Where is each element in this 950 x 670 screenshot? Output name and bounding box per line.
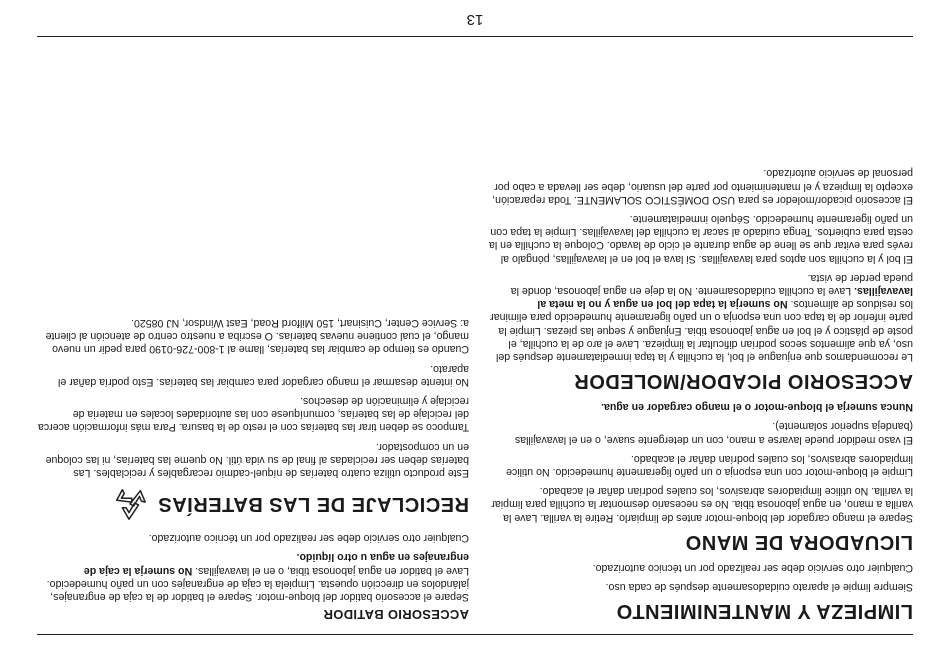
page-number: 13 [466, 11, 484, 28]
recycling-paragraph-4: Cuando es tiempo de cambiar las baterías, llame al 1-800-726-0190 para pedir un nuevo mango, el cual contiene nuevas baterías. O escriba a nuestro centro de atención al cliente a: Service Center, Cuisinart, 150 Milford Road, East Windsor, NJ 08520. [45, 316, 469, 356]
chopper-title: ACCESORIO PICADOR/MOLEDOR [573, 369, 913, 392]
right-column [37, 310, 469, 622]
whisk-service-note: Cualquier otro servicio debe ser realizado por un técnico autorizado. [148, 532, 469, 545]
chopper-paragraph-3: El accesorio picador/moledor es para USO DOMÉSTICO SOLAMENTE. Toda reparación, excepto la limpieza y el mantenimiento por parte del usuario, debe ser llevada a cabo por personal de servicio autorizado. [492, 167, 913, 206]
chopper-paragraph-1: Le recomendamos que enjuague el bol, la cuchilla y la tapa inmediatamente después del uso, ya que alimentos secos podrían dificultar la limpieza. Lave el aro de la cuchilla, el poste de plástico y el bol en agua jabonosa tibia. Enjuague y seque las piezas. Limpie la parte inferior de la tapa con una esponja o un paño ligeramente humedecido para eliminar los residuos de alimentos. No sumerja la tapa del bol en agua y no la meta al lavavajillas. Lave la cuchilla cuidadosamente. No la deje en agua jabonosa, donde la pueda perder de vista. [490, 271, 913, 363]
recycling-title: RECICLAJE DE LAS BATERÍAS [157, 493, 469, 516]
left-column [481, 160, 913, 622]
hand-blender-paragraph-3: El vaso medidor puede lavarse a mano, con un detergente suave, o en el lavavajillas (bandeja superior solamente). [514, 420, 913, 446]
recycling-paragraph-1: Este producto utiliza cuatro baterías de níquel-cadmio recargables y reciclables. Las baterías deben ser recicladas al final de su vida útil. No queme las baterías, ni las coloque en un compostador. [45, 440, 469, 479]
hand-blender-warning: Nunca sumerja el bloque-motor o el mango cargador en agua. [601, 401, 913, 414]
hand-blender-paragraph-2: Limpie el bloque-motor con una esponja o un paño ligeramente humedecido. No utilice limpiadores abrasivos, los cuales podrían dañar el acabado. [506, 452, 913, 478]
chopper-paragraph-2: El bol y la cuchilla son aptos para lavavajillas. Si lava el bol en el lavavajillas, póngalo al revés para evitar que se llene de agua durante el ciclo de lavado. Coloque la cuchilla en la cesta para cubiertos. Tenga cuidado al sacar la cuchilla del lavavajillas. Limpie la tapa con un paño ligeramente humedecido. Séquelo inmediatamente. [488, 212, 913, 265]
hand-blender-paragraph-1: Separe el mango cargador del bloque-motor antes de limpiarlo. Retire la varilla. Lave la varilla a mano, en agua jabonosa tibia. No es necesario desmontar la cuchilla para limpiar la varilla. No utilice limpiadores abrasivos, los cuales podrían dañar el acabado. [491, 485, 913, 524]
recycling-heading-row [37, 485, 469, 523]
cleaning-title: LIMPIEZA Y MANTENIMIENTO [616, 600, 913, 622]
cleaning-intro: Siempre limpie el aparato cuidadosamente después de cada uso. [605, 581, 913, 593]
cleaning-service-note: Cualquier otro servicio debe ser realizado por un técnico autorizado. [592, 561, 913, 574]
recycle-icon [110, 485, 148, 523]
recycling-paragraph-3: No intente desarmar el mango cargador para cambiar las baterías. Esto podría dañar el aparato. [57, 362, 469, 388]
whisk-title: ACCESORIO BATIDOR [323, 607, 469, 622]
bottom-rule [37, 36, 913, 37]
whisk-paragraph-1: Separe el accesorio batidor del bloque-motor. Separe el batidor de la caja de engranajes, jalándolos en dirección opuesta. Limpiela la caja de engranajes con un paño humedecido. Lave el batidor en agua jabonosa tibia, o en el lavavajillas. No sumerja la caja de engranajes en agua u otro líquido. [46, 551, 469, 603]
top-rule [37, 634, 913, 635]
recycling-paragraph-2: Tampoco se deben tirar las baterías con el resto de la basura. Para más información acerca del reciclaje de las baterías, comuníquese con las autoridades locales en materia de reciclaje y eliminación de desechos. [37, 394, 469, 434]
hand-blender-title: LICUADORA DE MANO [685, 530, 913, 553]
